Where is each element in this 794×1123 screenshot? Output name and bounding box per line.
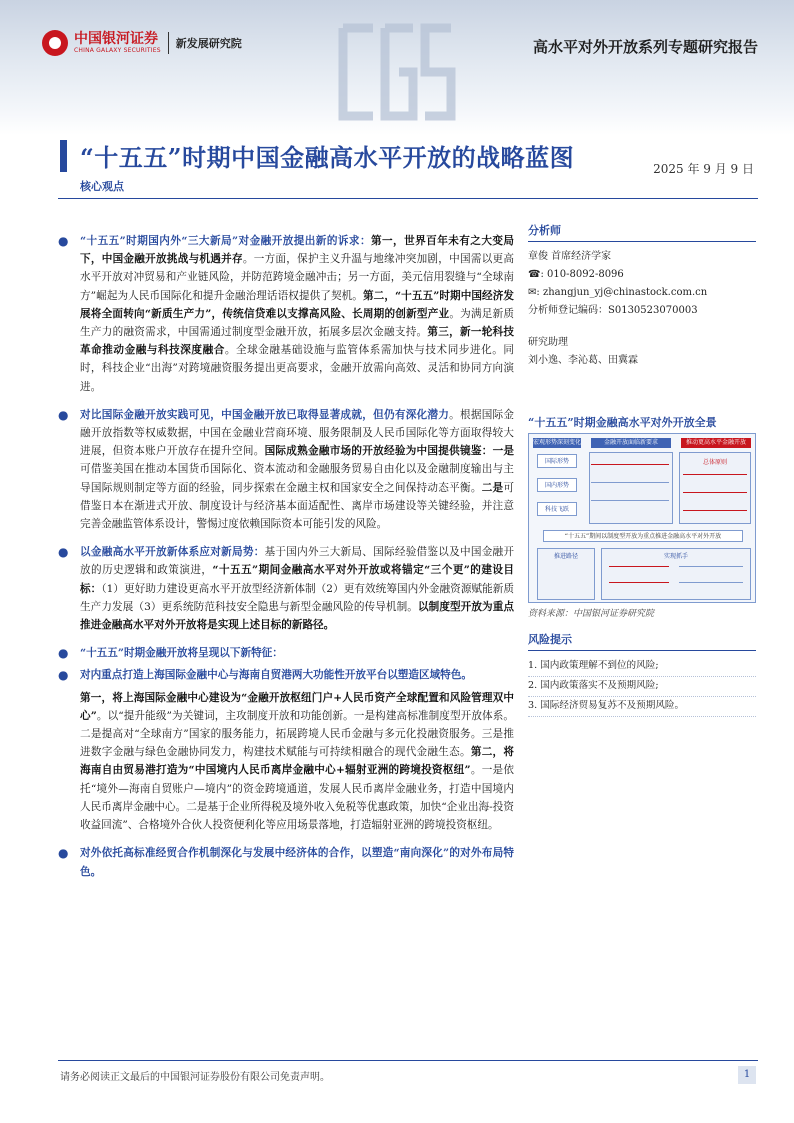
- figure-box-tech: 科技飞跃: [537, 502, 577, 516]
- text-plain: 。根据国际金融开放指数等权威数据，中国在金融业营商环境、服务限制及人民币国际化等方面取得较大进展，但资本账户开放存在提升空间。: [80, 408, 515, 458]
- figure-requirements-list: [589, 452, 673, 524]
- paragraph-domestic-platforms: [58, 666, 514, 684]
- series-title: 高水平对外开放系列专题研究报告: [532, 38, 758, 56]
- bullet-icon: ●: [58, 846, 69, 861]
- figure-line: [591, 464, 669, 465]
- text-bold: 第二，“十五五”时期中国经济发展将全面转向“新质生产力”，传统信贷难以支撑高风险、长周期的创新型产业: [80, 289, 514, 320]
- logo-name-en: CHINA GALAXY SECURITIES: [74, 47, 161, 54]
- paragraph-new-demands: [58, 232, 514, 396]
- phone-number: 010-8092-8096: [547, 269, 624, 280]
- text-plain: 可借鉴美国在推动本国货币国际化、资本流动和金融服务贸易自由化以及金融制度输出与主导国际规则制定等方面的经验，同步探索在金融主权和国家安全之间保持动态平衡。: [80, 463, 514, 494]
- figure-line: [609, 582, 669, 583]
- cgs-watermark-logo: [335, 8, 460, 128]
- paragraph-south-cooperation: [58, 844, 514, 880]
- paragraph-new-features: [58, 644, 514, 662]
- report-date: 2025 年 9 月 9 日: [653, 162, 754, 176]
- paragraph-new-system: [58, 543, 514, 634]
- core-viewpoint-label: 核心观点: [80, 180, 124, 193]
- sidebar: [528, 222, 756, 717]
- text-bold: “十五五”时期国内外“三大新局”对金融开放提出新的诉求：: [80, 235, 371, 247]
- footer-divider: [58, 1060, 758, 1061]
- assistant-heading: 研究助理: [528, 337, 568, 348]
- analyst-registration: 分析师登记编码：S0130523070003: [528, 305, 698, 316]
- analyst-phone: ☎: 010-8092-8096: [528, 269, 624, 280]
- text-bold: 第三，新一轮科技革命推动金融与科技深度融合: [80, 326, 515, 357]
- text-plain: 。一是依托“境外—海南自贸账户—境内”的资金跨境通道，发展人民币离岸金融业务，打造中国境内人民币离岸金融中心。二是基于企业所得税及境外收入免税等优惠政策，加快“企业出海-投资收益回流”、合格境外合伙人投资便利化等应用场景落地，打造辐射亚洲的跨境投资枢纽。: [80, 764, 515, 832]
- text-plain: 。一方面，保护主义升温与地缘冲突加剧，中国需以更高水平开放对冲贸易和产业链风险，并防范跨境金融冲击；另一方面，美元信用裂缝与“全球南方”崛起为人民币国际化和提升金融治理话语权提供了契机。: [80, 253, 515, 302]
- assistant-names: 刘小逸、李沁葛、田冀霖: [528, 355, 638, 366]
- bullet-icon: ●: [58, 407, 69, 422]
- figure-box-requirements: 金融开放面临新要求: [591, 438, 671, 448]
- risk-item: 2. 国内政策落实不及预期风险;: [528, 677, 756, 697]
- figure-principle-label: 总体原则: [702, 459, 727, 466]
- logo-divider: [168, 32, 169, 54]
- figure-banner: “十五五”期间以制度型开放为重点推进金融高水平对外开放: [543, 530, 743, 542]
- figure-means-label: 实现抓手: [663, 553, 688, 560]
- text-bold: 以制度型开放为重点推进金融高水平对外开放将是实现上述目标的新路径。: [80, 600, 514, 632]
- email-address[interactable]: zhangjun_yj@chinastock.com.cn: [542, 287, 708, 298]
- figure-box-macro: 宏观形势深刻变化: [533, 439, 582, 446]
- analyst-heading: 分析师: [528, 222, 756, 242]
- figure-principles: [679, 452, 751, 524]
- figure-source: 资料来源：中国银河证券研究院: [528, 609, 655, 619]
- figure-line: [683, 510, 747, 511]
- figure-panorama: [528, 433, 756, 603]
- figure-line: [591, 500, 669, 501]
- text-bold: 国际成熟金融市场的开放经验为中国提供镜鉴：: [264, 445, 493, 458]
- bullet-icon: ●: [58, 234, 69, 248]
- bullet-icon: ●: [58, 545, 69, 560]
- page-title: “十五五”时期中国金融高水平开放的战略蓝图: [80, 143, 575, 172]
- text-bold: 以金融高水平开放新体系应对新局势：: [80, 546, 265, 559]
- text-plain: 。全球金融基础设施与监管体系需加快与技术同步进化。同时，科技企业“出海”对跨境融资服务提出更高要求，金融开放需向高效、灵活和协同方向演进。: [80, 344, 515, 393]
- text-bold: 对外依托高标准经贸合作机制深化与发展中经济体的合作，以塑造“南向深化”的对外布局特色。: [80, 847, 514, 878]
- bullet-icon: ●: [58, 646, 69, 661]
- figure-line: [591, 482, 669, 483]
- text-bold: 一是: [492, 445, 515, 458]
- title-accent-bar: [60, 140, 67, 172]
- figure-line: [683, 474, 747, 475]
- figure-box-promote: 推动更高水平金融开放: [681, 438, 751, 448]
- text-bold: 第一，将上海国际金融中心建设为“金融开放枢纽门户+人民币资产全球配置和风险管理双中心”: [80, 691, 514, 722]
- paragraph-international-comparison: [58, 406, 514, 533]
- logo-name-cn: 中国银河证券: [74, 31, 158, 47]
- text-plain: 可借鉴日本在渐进式开放、制度设计与经济基本面适配性、离岸市场建设等关键经验，并注意完善金融监管体系设计，警惕过度依赖国际资本可能引发的风险。: [80, 481, 515, 531]
- text-plain: 基于国内外三大新局、国际经验借鉴以及中国金融开放的历史逻辑和政策演进，: [80, 546, 514, 577]
- figure-title: “十五五”时期金融高水平对外开放全景: [528, 416, 717, 429]
- analyst-name: 章俊 首席经济学家: [528, 251, 612, 262]
- figure-line: [683, 492, 747, 493]
- risk-item: 3. 国际经济贸易复苏不及预期风险。: [528, 697, 756, 717]
- phone-icon: ☎: [528, 269, 541, 280]
- paragraph-shanghai-hainan: [58, 689, 514, 835]
- analyst-email: ✉: zhangjun_yj@chinastock.com.cn: [528, 287, 708, 298]
- figure-line: [609, 566, 669, 567]
- bullet-icon: ●: [58, 668, 69, 683]
- text-bold: 二是: [481, 481, 504, 494]
- risk-heading: 风险提示: [528, 631, 756, 651]
- text-bold: “十五五”时期金融开放将呈现以下新特征：: [80, 647, 283, 660]
- title-divider: [58, 198, 758, 199]
- text-bold: “十五五”期间金融高水平对外开放或将锚定“三个更”的建设目标：: [80, 564, 514, 595]
- main-content: [58, 232, 514, 885]
- figure-line: [679, 566, 743, 567]
- text-bold: 对比国际金融开放实践可见，中国金融开放已取得显著成就，但仍有深化潜力: [80, 408, 450, 421]
- risk-item: 1. 国内政策理解不到位的风险;: [528, 657, 756, 677]
- footer-disclaimer: 请务必阅读正文最后的中国银河证券股份有限公司免责声明。: [60, 1072, 330, 1083]
- company-logo: [42, 30, 242, 56]
- institute-name: 新发展研究院: [175, 37, 242, 50]
- figure-means-box: [601, 548, 751, 600]
- figure-path-box: [537, 548, 595, 600]
- text-bold: 第二，将海南自由贸易港打造为“中国境内人民币离岸金融中心+辐射亚洲的跨境投资枢纽”: [80, 746, 515, 777]
- figure-path-label: 推进路径: [553, 553, 578, 560]
- figure-line: [679, 582, 743, 583]
- text-plain: 。以“提升能级”为关键词，主攻制度开放和功能创新。一是构建高标准制度型开放体系。二是提高对“全球南方”国家的服务能力，拓展跨境人民币金融与多元化投融资服务。三是推进数字金融与绿色金融协同发力，构建技术赋能与可持续相融合的现代金融生态。: [80, 709, 514, 759]
- text-bold: 对内重点打造上海国际金融中心与海南自贸港两大功能性开放平台以塑造区域特色。: [80, 669, 472, 682]
- figure-box-international: 国际形势: [537, 454, 577, 468]
- figure-box-domestic: 国内形势: [537, 478, 577, 492]
- text-plain: （1）更好助力建设更高水平开放型经济新体制（2）更有效统筹国内外金融资源赋能新质生产力发展（3）更系统防范科技安全隐患与新型金融风险的传导机制。: [80, 582, 514, 613]
- email-icon: ✉: [528, 287, 537, 298]
- page-number: 1: [738, 1066, 756, 1084]
- text-bold: 第一，世界百年未有之大变局下，中国金融开放挑战与机遇并存: [80, 235, 514, 266]
- logo-icon: [42, 30, 68, 56]
- text-plain: 。为满足新质生产力的融资需求，中国需通过制度型金融开放，拓展多层次金融支持。: [80, 307, 515, 339]
